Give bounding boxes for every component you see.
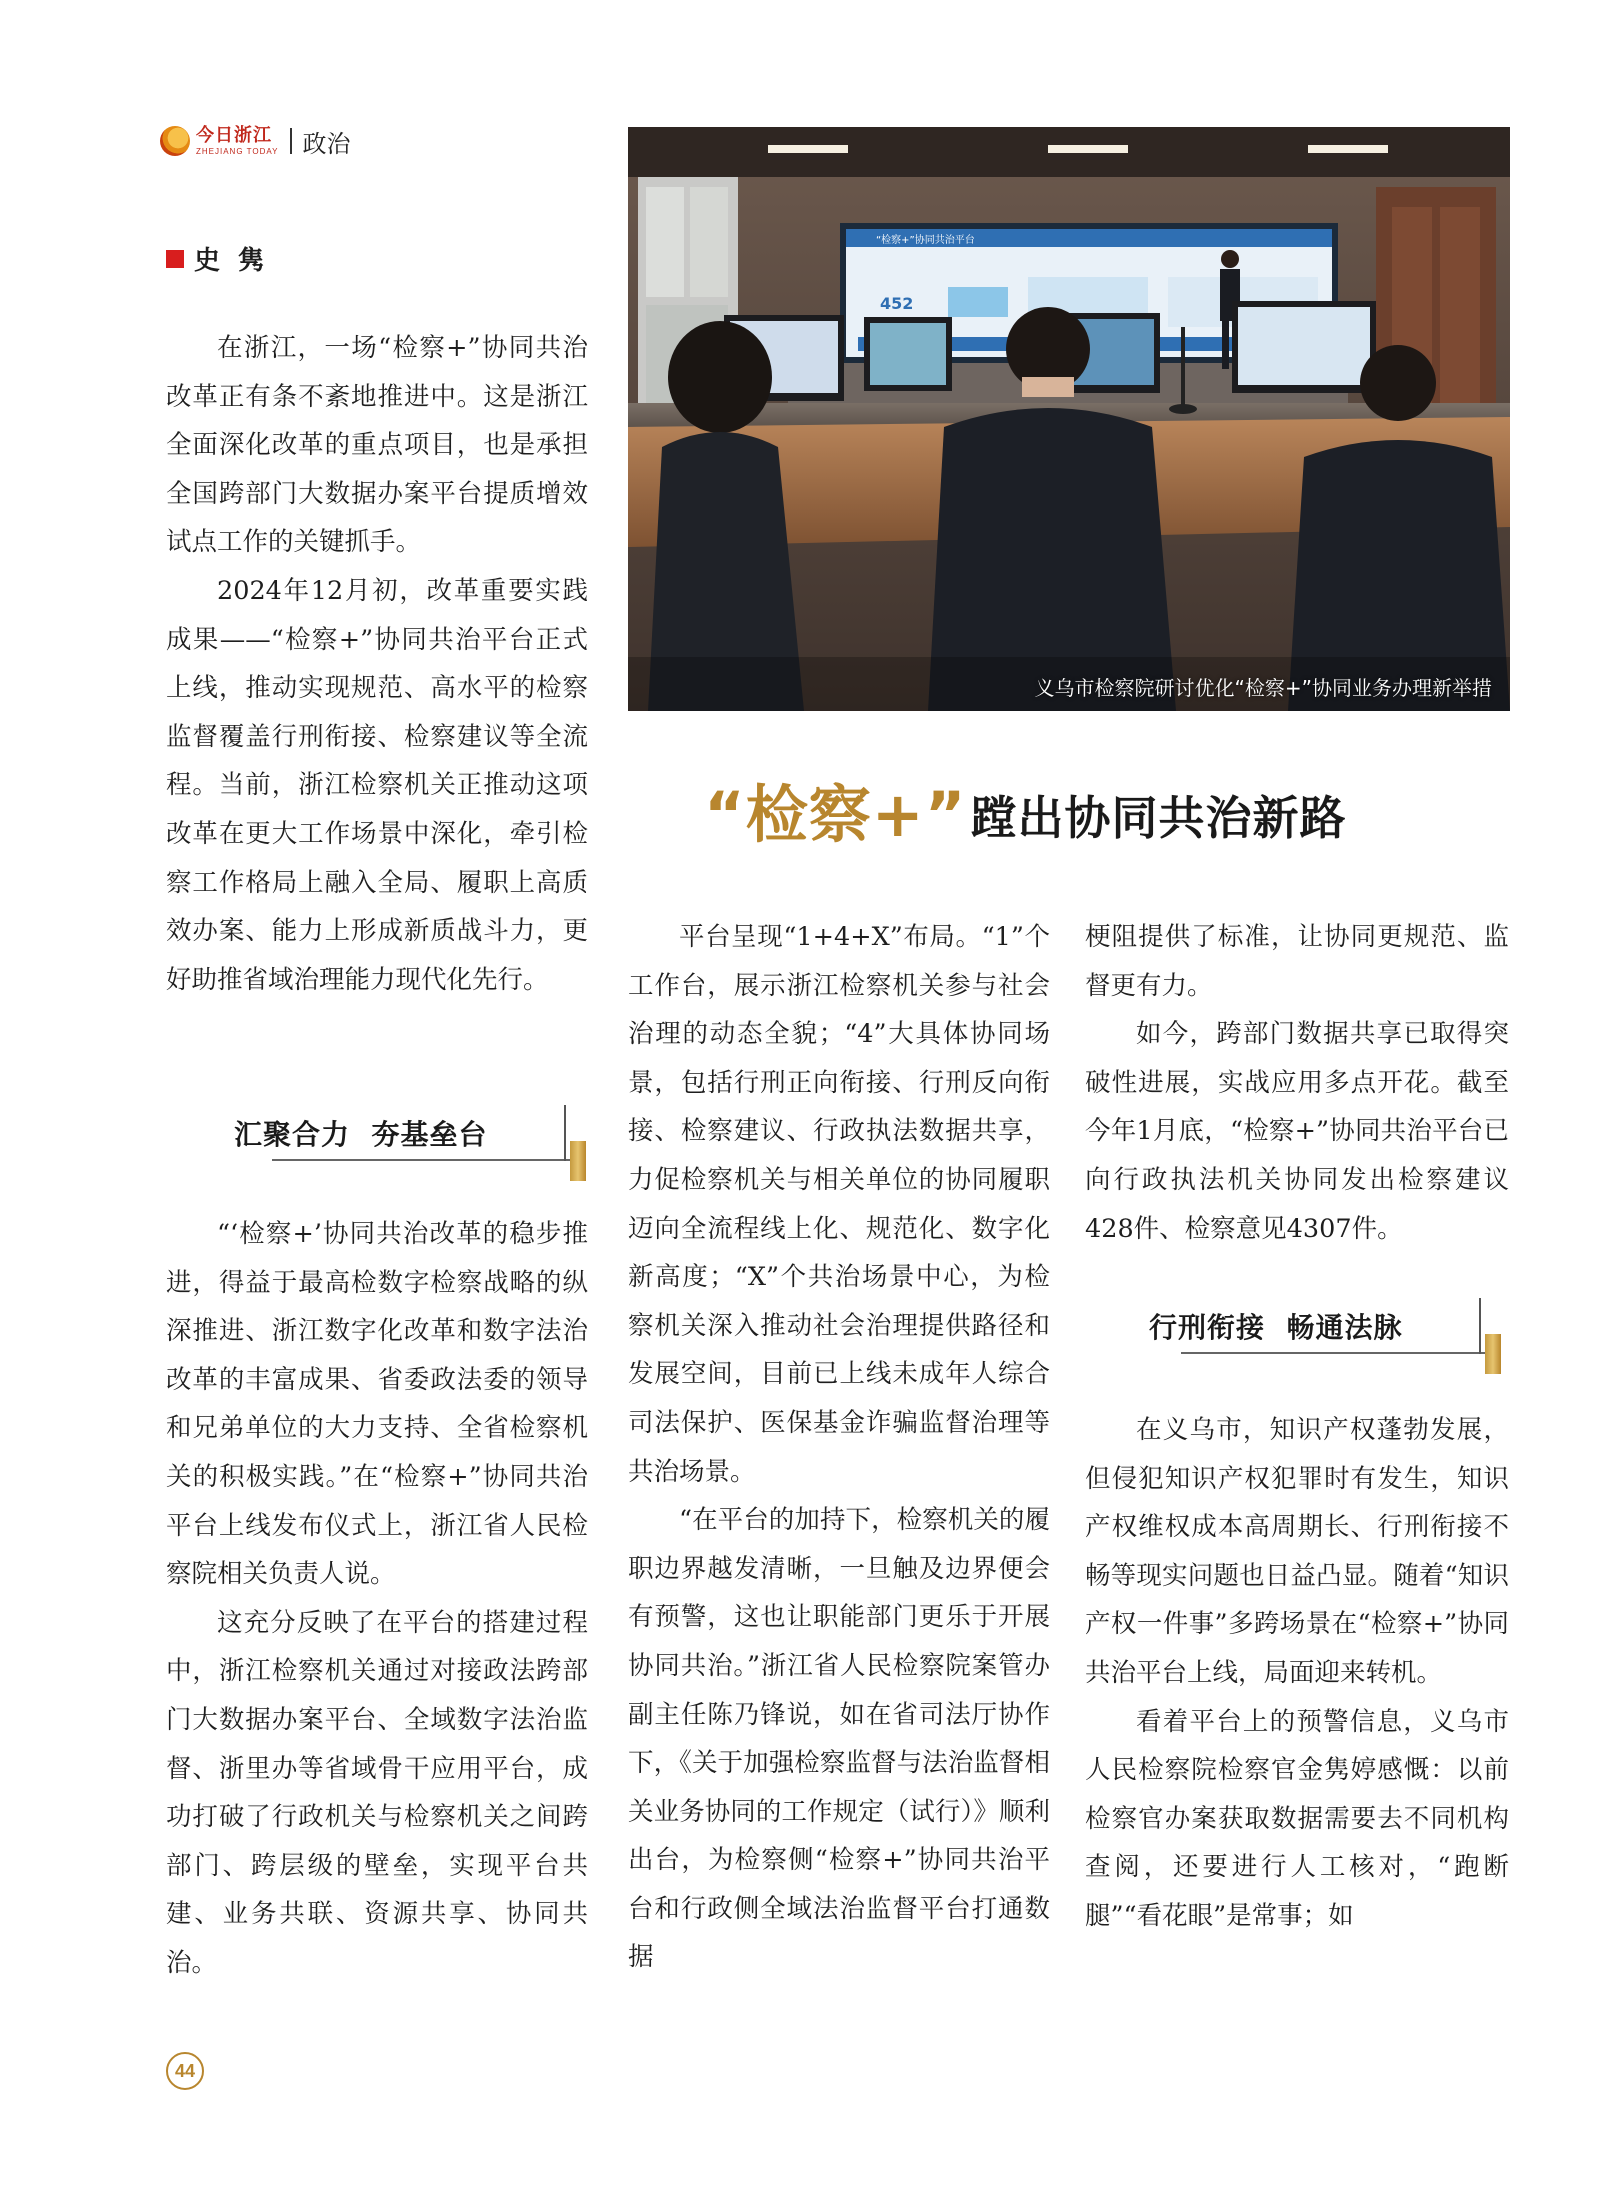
article-photo: [628, 127, 1510, 711]
heading-text: 汇聚合力 夯基垒台: [234, 1118, 488, 1151]
article-title: [704, 765, 1346, 854]
column-1-top: [166, 324, 588, 1004]
heading-tick: [564, 1105, 566, 1161]
paragraph: “在平台的加持下，检察机关的履职边界越发清晰，一旦触及边界便会有预警，这也让职能部门更乐于开展协同共治。”浙江省人民检察院案管办副主任陈乃锋说，如在省司法厅协作下，《关于加强检察监督与法治监督相关业务协同的工作规定（试行）》顺利出台，为检察侧“检察+”协同共治平台和行政侧全域法治监督平台打通数据: [628, 1505, 1050, 1973]
section-label: 政治: [302, 129, 351, 158]
heading-rule: [272, 1159, 578, 1161]
paragraph: 在义乌市，知识产权蓬勃发展，但侵犯知识产权犯罪时有发生，知识产权维权成本高周期长、行刑衔接不畅等现实问题也日益凸显。随着“知识产权一件事”多跨场景在“检察+”协同共治平台上线，局面迎来转机。: [1085, 1415, 1509, 1688]
screen-number: 452: [880, 294, 914, 313]
paragraph: 在浙江，一场“检察+”协同共治改革正有条不紊地推进中。这是浙江全面深化改革的重点项目，也是承担全国跨部门大数据办案平台提质增效试点工作的关键抓手。: [166, 333, 588, 558]
title-highlight: “检察+”: [704, 778, 967, 851]
photo-illustration: [628, 127, 1510, 711]
paragraph: 梗阻提供了标准，让协同更规范、监督更有力。: [1085, 922, 1509, 1001]
paragraph: 2024年12月初，改革重要实践成果——“检察+”协同共治平台正式上线，推动实现规范、高水平的检察监督覆盖行刑衔接、检察建议等全流程。当前，浙江检察机关正推动这项改革在更大工作场景中深化，牵引检察工作格局上融入全局、履职上高质效办案、能力上形成新质战斗力，更好助推省域治理能力现代化先行。: [166, 575, 588, 995]
photo-caption: 义乌市检察院研讨优化“检察+”协同业务办理新举措: [1034, 676, 1492, 700]
logo-chinese: 今日浙江: [196, 124, 272, 146]
page-header: [160, 122, 350, 160]
column-3-bottom: [1085, 1406, 1509, 1941]
page-number: 44: [166, 2052, 204, 2090]
red-square-icon: [166, 250, 184, 268]
author-name: 史 隽: [194, 246, 265, 276]
byline: [166, 240, 264, 277]
logo-english: ZHEJIANG TODAY: [196, 146, 279, 156]
paragraph: 如今，跨部门数据共享已取得突破性进展，实战应用多点开花。截至今年1月底，“检察+”协同共治平台已向行政执法机关协同发出检察建议428件、检察意见4307件。: [1085, 1019, 1509, 1244]
paragraph: “‘检察+’协同共治改革的稳步推进，得益于最高检数字检察战略的纵深推进、浙江数字化改革和数字法治改革的丰富成果、省委政法委的领导和兄弟单位的大力支持、全省检察机关的积极实践。”在“检察+”协同共治平台上线发布仪式上，浙江省人民检察院相关负责人说。: [166, 1219, 588, 1590]
section-heading-1: [166, 1105, 586, 1185]
column-1-bottom: [166, 1210, 588, 1988]
sun-logo-icon: [160, 126, 190, 156]
paragraph: 看着平台上的预警信息，义乌市人民检察院检察官金隽婷感慨：以前检察官办案获取数据需要去不同机构查阅，还要进行人工核对，“跑断腿”“看花眼”是常事；如: [1085, 1706, 1509, 1931]
section-heading-2: [1085, 1298, 1505, 1378]
heading-tick: [1479, 1298, 1481, 1354]
paragraph: 这充分反映了在平台的搭建过程中，浙江检察机关通过对接政法跨部门大数据办案平台、全域数字法治监督、浙里办等省域骨干应用平台，成功打破了行政机关与检察机关之间跨部门、跨层级的壁垒，实现平台共建、业务共联、资源共享、协同共治。: [166, 1607, 588, 1978]
heading-gold-bar: [1485, 1334, 1501, 1374]
screen-title: “检察+”协同共治平台: [876, 235, 975, 246]
column-2: [628, 913, 1050, 1982]
heading-text: 行刑衔接 畅通法脉: [1149, 1311, 1403, 1344]
title-main: 蹚出协同共治新路: [970, 791, 1347, 845]
heading-gold-bar: [570, 1141, 586, 1181]
paragraph: 平台呈现“1+4+X”布局。“1”个工作台，展示浙江检察机关参与社会治理的动态全貌；“4”大具体协同场景，包括行刑正向衔接、行刑反向衔接、检察建议、行政执法数据共享，力促检察机关与相关单位的协同履职迈向全流程线上化、规范化、数字化新高度；“X”个共治场景中心，为检察机关深入推动社会治理提供路径和发展空间，目前已上线未成年人综合司法保护、医保基金诈骗监督治理等共治场景。: [628, 922, 1050, 1487]
magazine-logo: [160, 126, 278, 156]
column-3-top: [1085, 913, 1509, 1253]
header-divider: [290, 128, 292, 154]
heading-rule: [1181, 1352, 1487, 1354]
